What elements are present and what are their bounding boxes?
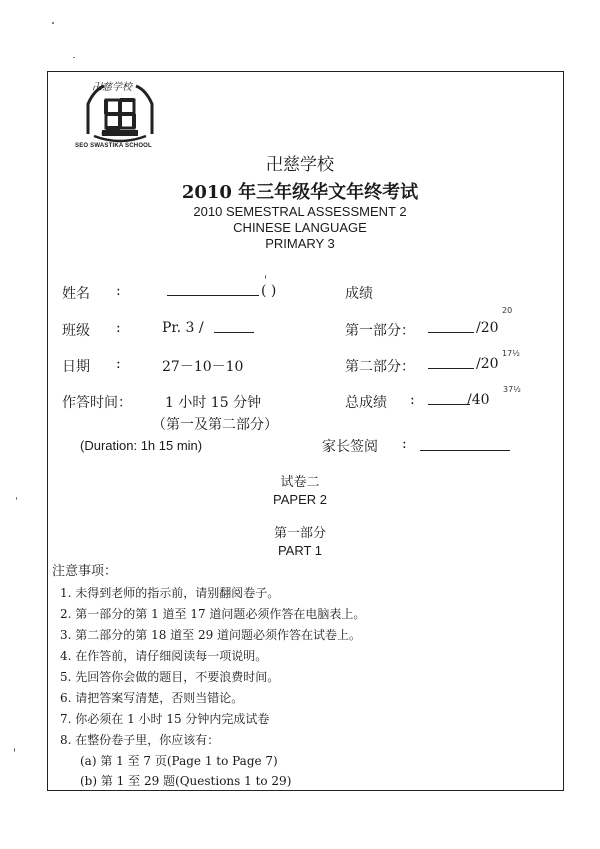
note-subitem: (a) 第 1 至 7 页(Page 1 to Page 7) xyxy=(80,754,278,768)
part2-label: 第二部分： xyxy=(345,359,415,375)
parent-signature-field[interactable] xyxy=(420,438,510,451)
note-item: 5. 先回答你会做的题目，不要浪费时间。 xyxy=(60,670,280,684)
exam-subject: CHINESE LANGUAGE xyxy=(233,220,367,235)
scan-speck xyxy=(16,497,17,500)
total-score-field[interactable] xyxy=(428,392,470,405)
school-name: 卍慈学校 xyxy=(266,155,334,175)
duration-en: (Duration: 1h 15 min) xyxy=(80,438,203,453)
class-label: 班级 xyxy=(62,323,90,339)
total-mark: /40 xyxy=(467,392,490,408)
time-note: （第一及第二部分） xyxy=(152,417,278,433)
register-number: ( ) xyxy=(261,283,277,299)
note-item: 6. 请把答案写清楚，否则当错论。 xyxy=(60,691,244,705)
logo-caption: SEO SWASTIKA SCHOOL xyxy=(75,143,152,149)
name-field[interactable] xyxy=(167,283,259,296)
note-item: 4. 在作答前，请仔细阅读每一项说明。 xyxy=(60,649,268,663)
grade-label: 成绩 xyxy=(345,286,373,302)
note-item: 7. 你必须在 1 小时 15 分钟内完成试卷 xyxy=(60,712,270,726)
exam-title-cn: 2010 年三年级华文年终考试 xyxy=(181,182,419,203)
class-value: Pr. 3 / xyxy=(162,320,204,336)
total-handwritten-score: 37½ xyxy=(503,385,521,394)
date-label: 日期 xyxy=(62,359,90,375)
name-label: 姓名 xyxy=(62,286,90,302)
note-subitem: (b) 第 1 至 29 题(Questions 1 to 29) xyxy=(80,774,292,788)
date-value: 27－10－10 xyxy=(162,359,244,375)
notes-title: 注意事项： xyxy=(52,564,118,579)
class-colon: : xyxy=(116,320,121,336)
paper-title-cn: 试卷二 xyxy=(280,475,320,490)
exam-level: PRIMARY 3 xyxy=(265,236,335,251)
part1-label: 第一部分： xyxy=(345,323,415,339)
part2-handwritten-score: 17½ xyxy=(502,349,520,358)
name-colon: : xyxy=(116,283,121,299)
time-label: 作答时间： xyxy=(62,395,132,411)
part-title-en: PART 1 xyxy=(277,543,323,558)
class-field[interactable] xyxy=(214,320,254,333)
part1-handwritten-score: 20 xyxy=(502,306,513,315)
scan-speck xyxy=(52,22,54,24)
logo-motto: 慈悲仁爱 xyxy=(101,131,122,137)
total-colon: : xyxy=(410,392,415,408)
note-item: 3. 第二部分的第 18 道至 29 道问题必须作答在试卷上。 xyxy=(60,628,362,642)
parent-signature-colon: : xyxy=(402,436,407,452)
part1-score-field[interactable] xyxy=(428,320,474,333)
note-item: 8. 在整份卷子里，你应该有： xyxy=(60,733,220,747)
total-label: 总成绩 xyxy=(345,395,387,411)
note-item: 2. 第一部分的第 1 道至 17 道问题必须作答在电脑表上。 xyxy=(60,607,366,621)
note-item: 1. 未得到老师的指示前，请别翻阅卷子。 xyxy=(60,586,280,600)
exam-title-en-1: 2010 SEMESTRAL ASSESSMENT 2 xyxy=(193,204,407,219)
part2-score-field[interactable] xyxy=(428,356,474,369)
part-title-cn: 第一部分 xyxy=(273,526,326,541)
part2-total: /20 xyxy=(476,356,499,372)
scan-speck xyxy=(14,748,15,752)
scan-speck xyxy=(265,275,266,279)
logo-text-top: 卍慈学校 xyxy=(92,82,132,93)
paper-title-en: PAPER 2 xyxy=(273,492,327,507)
date-colon: : xyxy=(116,356,121,372)
time-value: 1 小时 15 分钟 xyxy=(165,395,262,411)
scan-speck xyxy=(73,57,75,58)
parent-signature-label: 家长签阅 xyxy=(322,439,378,455)
part1-total: /20 xyxy=(476,320,499,336)
